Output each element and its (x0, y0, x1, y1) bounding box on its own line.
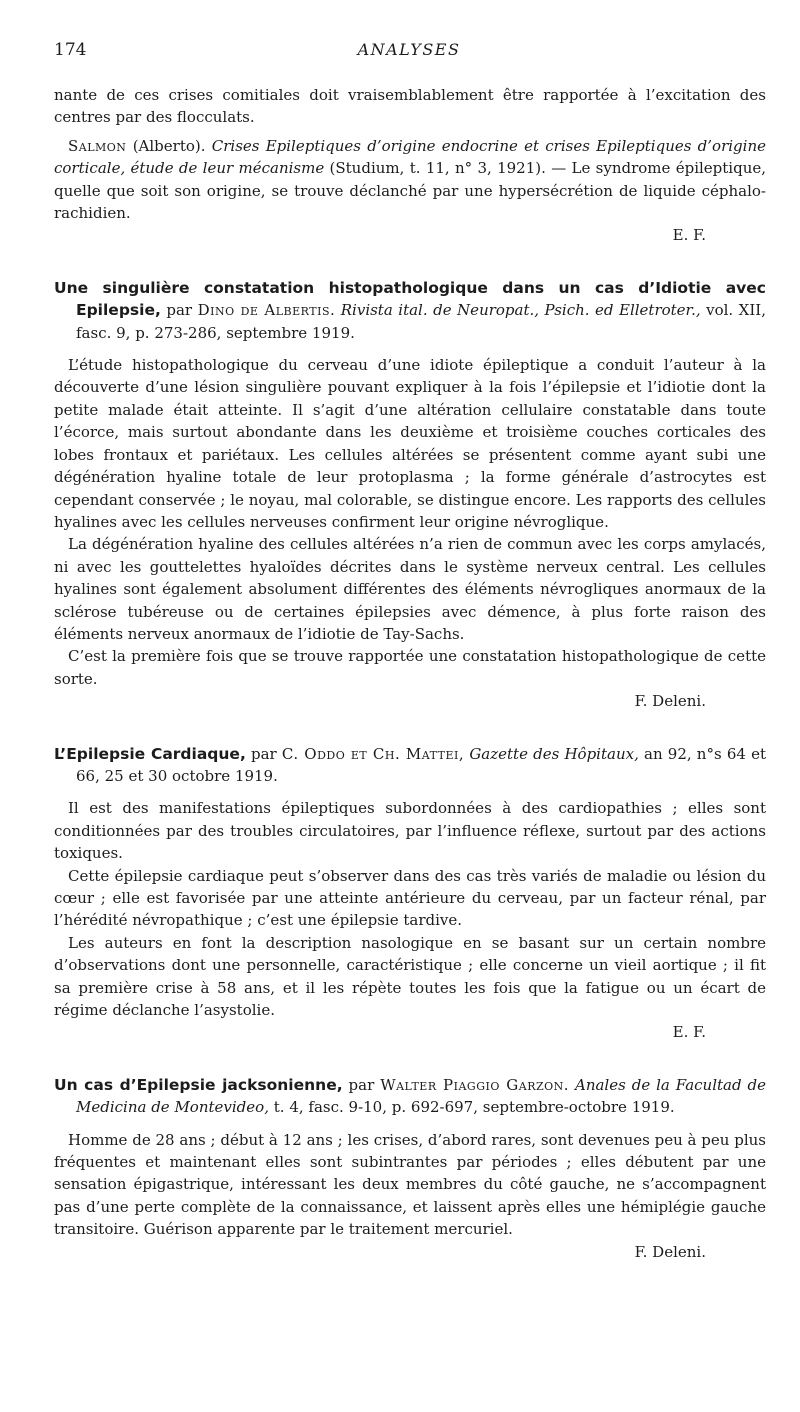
article-author: Walter Piaggio Garzon. (380, 1075, 570, 1094)
article-signature: E. F. (672, 1023, 706, 1042)
article-paragraph: C’est la première fois que se trouve rapportée une constatation histopathologique de cette sorte. (54, 647, 766, 688)
article-paragraph: Il est des manifestations épileptiques subordonnées à des cardiopathies ; elles sont conditionnées par des troubles circulatoires, par l’influence réflexe, surtout par des actions toxiques. (54, 799, 766, 863)
article-title: Un cas d’Epilepsie jacksonienne, (54, 1075, 343, 1094)
page-header (54, 40, 764, 64)
article-signature: E. F. (672, 226, 706, 245)
article-signature: F. Deleni. (634, 692, 706, 711)
running-head: ANALYSES (357, 40, 461, 59)
article-title: Une singulière constatation histopathologique dans un cas d’Idiotie avec Epilepsie, (54, 278, 766, 320)
page-body (54, 84, 766, 1263)
article-title: Crises Epileptiques d’origine endocrine et crises Epileptiques d’origine corticale, étude de leur mécanisme (54, 136, 766, 178)
article-paragraph: Les auteurs en font la description nasologique en se basant sur un certain nombre d’observations dont une personnelle, caractéristique ; elle concerne un vieil aortique ; il fit sa première crise à 58 ans, et il les répète toutes les fois que la fatigue ou un écart de régime déclanche l’asystolie. (54, 933, 766, 1020)
article-paragraph: La dégénération hyaline des cellules altérées n’a rien de commun avec les corps amylacés, ni avec les gouttelettes hyaloïdes décrites dans le système nerveux central. Les cellules hyalines sont également absolument différentes des éléments névrogliques anormaux de la sclérose tubéreuse ou de certaines épilepsies avec démence, à plus forte raison des éléments nerveux anormaux de l’idiotie de Tay-Sachs. (54, 535, 766, 643)
article-journal: Gazette des Hôpitaux, (469, 744, 639, 763)
page-number: 174 (54, 40, 87, 60)
article-citation: vol. XII, fasc. 9, p. 273-286, septembre 1919. (76, 301, 766, 342)
article-heading: L’Epilepsie Cardiaque, par C. Oddo et Ch. Mattei, Gazette des Hôpitaux, an 92, n°s 64 et 66, 25 et 30 octobre 1919. (54, 744, 766, 785)
article-epilepsie-jacksonienne (54, 1074, 766, 1263)
article-paragraph: Cette épilepsie cardiaque peut s’observer dans des cas très variés de maladie ou lésion du cœur ; elle est favorisée par une atteinte antérieure du cerveau, par un facteur rénal, par l’hérédité névropathique ; c’est une épilepsie tardive. (54, 866, 766, 930)
article-paragraph: L’étude histopathologique du cerveau d’une idiote épileptique a conduit l’auteur à la découverte d’une lésion singulière pouvant expliquer à la fois l’épilepsie et l’idiotie dont la petite malade était atteinte. Il s’agit d’une altération cellulaire constatable dans toute l’écorce, mais surtout abondante dans les deuxième et troisième couches corticales des lobes frontaux et pariétaux. Les cellules altérées se présentent comme ayant subi une dégénération hyaline totale de leur protoplasma ; la forme générale d’astrocytes est cependant conservée ; le noyau, mal colorable, se distingue encore. Les rapports des cellules hyalines avec les cellules nerveuses confirment leur origine névroglique. (54, 356, 766, 531)
article-epilepsie-cardiaque (54, 743, 766, 1044)
article-citation: an 92, n°s 64 et 66, 25 et 30 octobre 1919. (76, 744, 766, 785)
article-author-given: (Alberto). (132, 136, 206, 155)
article-salmon-body (54, 135, 766, 225)
article-title: L’Epilepsie Cardiaque, (54, 744, 246, 763)
article-journal: Rivista ital. de Neuropat., Psich. ed Elletroter., (340, 301, 701, 320)
article-author: Salmon (68, 136, 127, 155)
article-heading: Une singulière constatation histopathologique dans un cas d’Idiotie avec Epilepsie, par Dino de Albertis. Rivista ital. de Neuropat., Psich. ed Elletroter., vol. XII, fasc. 9, p. 273-286, septembre 1919. (54, 278, 766, 342)
article-signature: F. Deleni. (634, 1242, 706, 1261)
article-citation: (Studium, t. 11, n° 3, 1921). — Le syndrome épileptique, quelle que soit son origine, se trouve déclanché par une hypersécrétion de liquide céphalo-rachidien. (54, 159, 767, 223)
article-paragraph: Homme de 28 ans ; début à 12 ans ; les crises, d’abord rares, sont devenues peu à peu plus fréquentes et maintenant elles sont subintrantes par périodes ; elles débutent par une sensation épigastrique, intéressant les deux membres du côté gauche, ne s’accompagnent pas d’une perte complète de la connaissance, et laissent après elles une hémiplégie gauche transitoire. Guérison apparente par le traitement mercuriel. (54, 1130, 766, 1239)
article-author: C. Oddo et Ch. Mattei, (281, 744, 465, 763)
article-salmon (54, 135, 766, 247)
article-heading: Un cas d’Epilepsie jacksonienne, par Walter Piaggio Garzon. Anales de la Facultad de Medicina de Montevideo, t. 4, fasc. 9-10, p. 692-697, septembre-octobre 1919. (54, 1075, 766, 1117)
article-journal: Anales de la Facultad de Medicina de Montevideo, (76, 1075, 766, 1117)
intro-paragraph: nante de ces crises comitiales doit vraisemblablement être rapportée à l’excitation des centres par des flocculats. (54, 86, 766, 127)
article-idiotie (54, 277, 766, 713)
article-author: Dino de Albertis. (197, 301, 336, 320)
article-citation: t. 4, fasc. 9-10, p. 692-697, septembre-octobre 1919. (273, 1098, 675, 1117)
